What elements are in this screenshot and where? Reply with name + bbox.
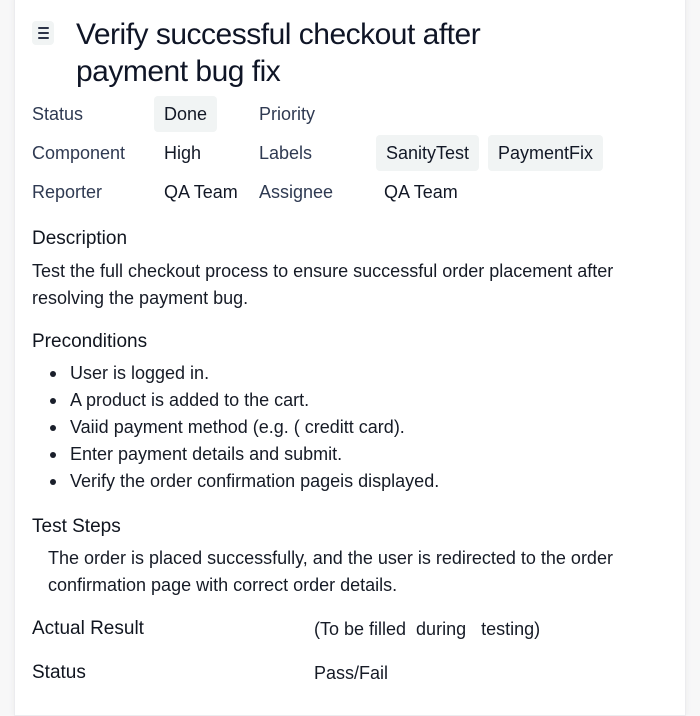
reporter-value[interactable]: QA Team	[164, 182, 238, 202]
label-tag-paymentfix[interactable]: PaymentFix	[488, 135, 603, 171]
status-label: Status	[32, 104, 84, 124]
list-item: Verify the order confirmation pageis displayed.	[48, 468, 439, 495]
component-label: Component	[32, 143, 126, 163]
list-item: Vaiid payment method (e.g. ( creditt card).	[48, 414, 439, 441]
preconditions-heading: Preconditions	[32, 331, 148, 352]
header	[32, 16, 546, 90]
test-steps-text: The order is placed successfully, and the user is redirected to the order confirmation page with correct order details.	[48, 548, 613, 595]
status-badge[interactable]: Done	[154, 96, 217, 132]
menu-bar	[38, 32, 49, 34]
page-title: Verify successful checkout after payment bug fix	[76, 18, 481, 88]
reporter-label: Reporter	[32, 182, 103, 202]
test-steps-heading: Test Steps	[32, 516, 121, 537]
labels-label: Labels	[259, 143, 313, 163]
menu-bar	[38, 37, 49, 39]
status-result-value[interactable]: Pass/Fail	[314, 663, 389, 683]
hamburger-menu-icon[interactable]	[32, 21, 54, 45]
label-tag-sanitytest[interactable]: SanityTest	[376, 135, 479, 171]
description-heading: Description	[32, 228, 128, 249]
component-value[interactable]: High	[164, 143, 202, 163]
priority-label: Priority	[259, 104, 316, 124]
test-case-card	[14, 0, 686, 716]
list-item: Enter payment details and submit.	[48, 441, 439, 468]
assignee-value[interactable]: QA Team	[384, 182, 458, 202]
preconditions-list	[48, 360, 439, 495]
assignee-label: Assignee	[259, 182, 334, 202]
actual-result-value[interactable]: (To be filled during testing)	[314, 619, 541, 639]
status-result-label: Status	[32, 662, 86, 683]
description-text: Test the full checkout process to ensure successful order placement after resolving the payment bug.	[32, 261, 614, 308]
menu-bar	[38, 27, 49, 29]
list-item: User is logged in.	[48, 360, 439, 387]
actual-result-label: Actual Result	[32, 618, 144, 639]
list-item: A product is added to the cart.	[48, 387, 439, 414]
